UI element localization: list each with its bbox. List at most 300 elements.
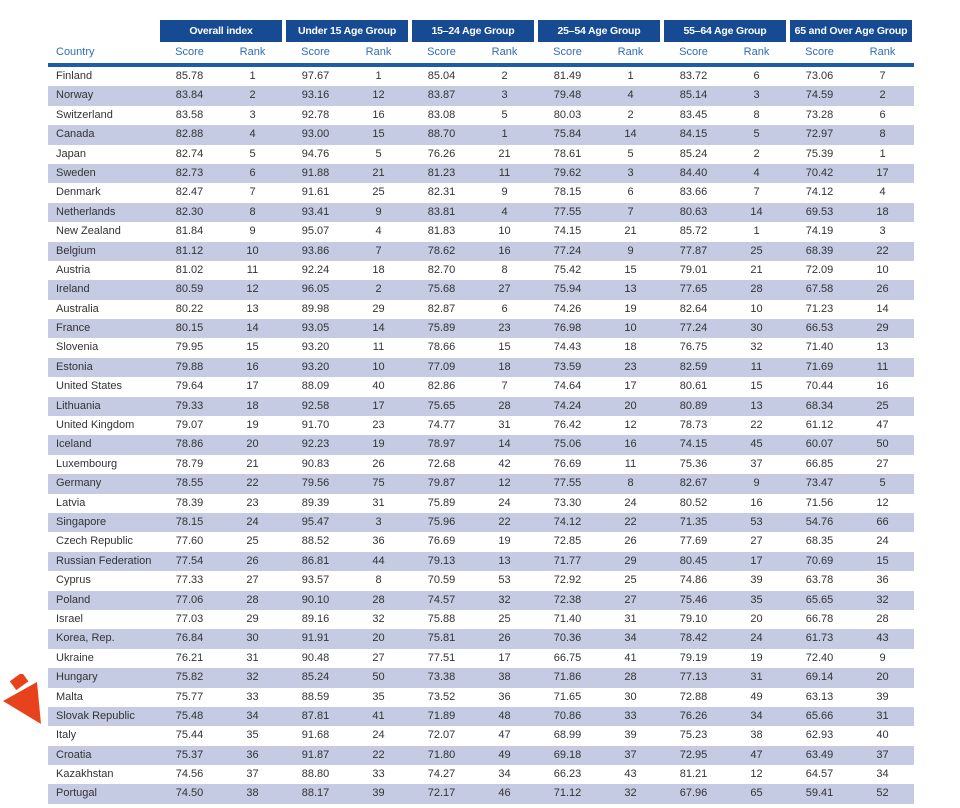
score-cell: 54.76 (805, 515, 834, 528)
score-cell: 80.15 (175, 322, 204, 335)
country-cell: Russian Federation (56, 554, 152, 567)
score-cell: 81.49 (553, 70, 582, 82)
rank-cell: 24 (372, 729, 385, 742)
score-cell: 74.15 (553, 225, 582, 238)
score-cell: 68.35 (805, 535, 834, 548)
rank-cell: 36 (246, 748, 259, 761)
table-row (48, 338, 914, 357)
rank-cell: 11 (372, 341, 385, 354)
rank-cell: 8 (753, 108, 760, 121)
rank-cell: 14 (498, 438, 511, 451)
rank-cell: 18 (498, 360, 511, 373)
score-cell: 76.42 (553, 419, 582, 432)
table-row (48, 242, 914, 261)
score-cell: 70.36 (553, 632, 582, 645)
rank-cell: 20 (246, 438, 259, 451)
score-cell: 74.19 (805, 225, 834, 238)
score-cell: 77.33 (175, 574, 204, 587)
rank-cell: 25 (498, 612, 511, 625)
score-cell: 80.03 (553, 108, 582, 121)
score-cell: 70.42 (805, 166, 834, 179)
rank-cell: 29 (624, 554, 637, 567)
rank-cell: 2 (879, 89, 886, 102)
country-cell: Korea, Rep. (56, 632, 115, 645)
rank-cell: 3 (375, 515, 382, 528)
rank-cell: 27 (876, 457, 889, 470)
rank-cell: 17 (876, 166, 889, 179)
rank-cell: 39 (876, 690, 889, 703)
rank-cell: 34 (498, 768, 511, 781)
score-cell: 82.67 (679, 477, 708, 490)
score-cell: 74.50 (175, 787, 204, 800)
score-cell: 78.39 (175, 496, 204, 509)
rank-cell: 17 (624, 380, 637, 393)
score-column-header: Score (679, 46, 708, 58)
score-cell: 74.24 (553, 399, 582, 412)
rank-cell: 19 (624, 302, 637, 315)
rank-cell: 6 (753, 70, 760, 82)
rank-cell: 41 (624, 651, 637, 664)
score-cell: 75.81 (427, 632, 456, 645)
rank-cell: 7 (501, 380, 508, 393)
score-cell: 75.65 (427, 399, 456, 412)
rank-cell: 11 (246, 263, 259, 276)
score-cell: 74.15 (679, 438, 708, 451)
score-cell: 75.23 (679, 729, 708, 742)
rank-column-header: Rank (617, 46, 644, 58)
score-column-header: Score (301, 46, 330, 58)
rank-cell: 15 (498, 341, 511, 354)
score-cell: 92.24 (301, 263, 330, 276)
score-cell: 79.56 (301, 477, 330, 490)
score-cell: 75.82 (175, 671, 204, 684)
score-cell: 80.52 (679, 496, 708, 509)
rank-cell: 11 (624, 457, 637, 470)
score-cell: 78.55 (175, 477, 204, 490)
score-cell: 88.59 (301, 690, 330, 703)
score-cell: 71.77 (553, 554, 582, 567)
rank-cell: 47 (876, 419, 889, 432)
rank-cell: 45 (750, 438, 763, 451)
table-row (48, 455, 914, 474)
rank-cell: 2 (375, 283, 382, 296)
score-cell: 77.51 (427, 651, 456, 664)
rank-cell: 37 (750, 457, 763, 470)
country-cell: Czech Republic (56, 535, 134, 548)
rank-cell: 28 (750, 283, 763, 296)
rank-column-header: Rank (743, 46, 770, 58)
score-cell: 92.78 (301, 108, 330, 121)
rank-cell: 47 (498, 729, 511, 742)
rank-cell: 11 (876, 360, 889, 373)
score-cell: 77.55 (553, 477, 582, 490)
score-cell: 74.43 (553, 341, 582, 354)
country-cell: Australia (56, 302, 99, 315)
table-row (48, 86, 914, 105)
rank-cell: 8 (375, 574, 382, 587)
country-cell: Austria (56, 263, 91, 276)
rank-cell: 21 (624, 225, 637, 238)
score-cell: 79.87 (427, 477, 456, 490)
score-cell: 69.14 (805, 671, 834, 684)
rank-cell: 15 (624, 263, 637, 276)
group-header: 55–64 Age Group (664, 20, 786, 42)
rank-cell: 5 (627, 147, 634, 160)
rank-cell: 10 (876, 263, 889, 276)
score-cell: 77.87 (679, 244, 708, 257)
score-cell: 74.86 (679, 574, 708, 587)
score-cell: 75.96 (427, 515, 456, 528)
rank-cell: 14 (876, 302, 889, 315)
rank-column-header: Rank (869, 46, 896, 58)
score-cell: 66.53 (805, 322, 834, 335)
score-cell: 77.06 (175, 593, 204, 606)
rank-cell: 65 (750, 787, 763, 800)
rank-cell: 14 (624, 128, 637, 141)
rank-column-header: Rank (491, 46, 518, 58)
score-cell: 75.42 (553, 263, 582, 276)
score-cell: 84.15 (679, 128, 708, 141)
rank-cell: 32 (624, 787, 637, 800)
score-cell: 93.20 (301, 360, 330, 373)
rank-cell: 10 (372, 360, 385, 373)
score-cell: 71.89 (427, 709, 456, 722)
rank-cell: 21 (498, 147, 511, 160)
rank-cell: 31 (876, 709, 889, 722)
rank-cell: 8 (249, 205, 256, 218)
score-cell: 66.78 (805, 612, 834, 625)
score-cell: 88.09 (301, 380, 330, 393)
rank-cell: 4 (627, 89, 634, 102)
score-cell: 81.23 (427, 166, 456, 179)
group-header: Under 15 Age Group (286, 20, 408, 42)
score-cell: 92.23 (301, 438, 330, 451)
rank-cell: 27 (372, 651, 385, 664)
rank-cell: 42 (498, 457, 511, 470)
score-cell: 75.44 (175, 729, 204, 742)
score-cell: 78.42 (679, 632, 708, 645)
rank-cell: 21 (372, 166, 385, 179)
score-cell: 60.07 (805, 438, 834, 451)
rank-cell: 22 (876, 244, 889, 257)
score-cell: 81.84 (175, 225, 204, 238)
rank-cell: 11 (750, 360, 763, 373)
table-body (48, 67, 914, 804)
rank-cell: 34 (246, 709, 259, 722)
rank-cell: 10 (246, 244, 259, 257)
rank-column-header: Rank (365, 46, 392, 58)
score-cell: 75.88 (427, 612, 456, 625)
score-cell: 82.73 (175, 166, 204, 179)
score-cell: 79.13 (427, 554, 456, 567)
table-row (48, 668, 914, 687)
rank-cell: 27 (750, 535, 763, 548)
score-cell: 91.87 (301, 748, 330, 761)
score-cell: 68.99 (553, 729, 582, 742)
score-column-header: Score (553, 46, 582, 58)
rank-cell: 44 (372, 554, 385, 567)
score-cell: 81.12 (175, 244, 204, 257)
score-cell: 70.59 (427, 574, 456, 587)
score-cell: 91.88 (301, 166, 330, 179)
score-cell: 79.95 (175, 341, 204, 354)
rank-cell: 3 (501, 89, 508, 102)
rank-cell: 33 (246, 690, 259, 703)
country-age-index-table (48, 20, 914, 804)
rank-cell: 3 (627, 166, 634, 179)
score-cell: 78.15 (175, 515, 204, 528)
rank-cell: 24 (750, 632, 763, 645)
rank-cell: 31 (750, 671, 763, 684)
rank-cell: 12 (372, 89, 385, 102)
score-cell: 75.36 (679, 457, 708, 470)
country-cell: Italy (56, 729, 77, 742)
rank-cell: 36 (372, 535, 385, 548)
table-row (48, 106, 914, 125)
score-cell: 84.40 (679, 166, 708, 179)
rank-cell: 53 (750, 515, 763, 528)
score-cell: 76.69 (553, 457, 582, 470)
rank-cell: 18 (372, 263, 385, 276)
country-cell: Japan (56, 147, 86, 160)
table-row (48, 145, 914, 164)
country-cell: Ukraine (56, 651, 94, 664)
score-cell: 85.24 (301, 671, 330, 684)
rank-cell: 37 (246, 768, 259, 781)
rank-cell: 18 (876, 205, 889, 218)
score-cell: 82.87 (427, 302, 456, 315)
score-cell: 93.00 (301, 128, 330, 141)
rank-cell: 4 (249, 128, 256, 141)
score-cell: 71.80 (427, 748, 456, 761)
rank-cell: 16 (246, 360, 259, 373)
score-cell: 82.88 (175, 128, 204, 141)
score-cell: 78.62 (427, 244, 456, 257)
rank-cell: 5 (375, 147, 382, 160)
score-cell: 71.12 (553, 787, 582, 800)
score-cell: 76.21 (175, 651, 204, 664)
rank-cell: 8 (627, 477, 634, 490)
score-cell: 85.04 (427, 70, 456, 82)
score-cell: 77.69 (679, 535, 708, 548)
rank-cell: 31 (498, 419, 511, 432)
score-cell: 74.57 (427, 593, 456, 606)
score-cell: 73.30 (553, 496, 582, 509)
table-row (48, 513, 914, 532)
country-cell: Slovenia (56, 341, 99, 354)
rank-cell: 14 (372, 322, 385, 335)
rank-cell: 1 (627, 70, 634, 82)
score-cell: 75.46 (679, 593, 708, 606)
rank-cell: 28 (372, 593, 385, 606)
rank-cell: 16 (750, 496, 763, 509)
score-cell: 75.77 (175, 690, 204, 703)
score-cell: 67.58 (805, 283, 834, 296)
score-cell: 93.57 (301, 574, 330, 587)
score-cell: 82.30 (175, 205, 204, 218)
rank-cell: 3 (249, 108, 256, 121)
rank-cell: 38 (750, 729, 763, 742)
rank-cell: 22 (498, 515, 511, 528)
rank-cell: 26 (624, 535, 637, 548)
country-cell: Latvia (56, 496, 86, 509)
score-cell: 63.49 (805, 748, 834, 761)
rank-cell: 1 (375, 70, 382, 82)
rank-cell: 5 (501, 108, 508, 121)
rank-cell: 23 (498, 322, 511, 335)
table-row (48, 688, 914, 707)
score-cell: 75.89 (427, 322, 456, 335)
table-row (48, 552, 914, 571)
rank-cell: 15 (750, 380, 763, 393)
rank-cell: 35 (750, 593, 763, 606)
score-cell: 80.45 (679, 554, 708, 567)
score-cell: 92.58 (301, 399, 330, 412)
score-cell: 96.05 (301, 283, 330, 296)
rank-cell: 5 (249, 147, 256, 160)
score-cell: 77.54 (175, 554, 204, 567)
score-cell: 77.24 (679, 322, 708, 335)
country-cell: Israel (56, 612, 83, 625)
score-cell: 71.69 (805, 360, 834, 373)
score-cell: 88.17 (301, 787, 330, 800)
rank-cell: 24 (624, 496, 637, 509)
score-cell: 77.03 (175, 612, 204, 625)
score-cell: 80.22 (175, 302, 204, 315)
rank-cell: 24 (876, 535, 889, 548)
table-row (48, 300, 914, 319)
rank-cell: 8 (501, 263, 508, 276)
table-row (48, 629, 914, 648)
rank-cell: 16 (624, 438, 637, 451)
score-cell: 82.59 (679, 360, 708, 373)
table-row (48, 183, 914, 202)
rank-cell: 20 (372, 632, 385, 645)
rank-cell: 11 (498, 166, 511, 179)
rank-cell: 4 (501, 205, 508, 218)
score-cell: 73.47 (805, 477, 834, 490)
rank-cell: 27 (624, 593, 637, 606)
rank-cell: 15 (372, 128, 385, 141)
rank-cell: 37 (876, 748, 889, 761)
table-row (48, 377, 914, 396)
rank-cell: 38 (246, 787, 259, 800)
rank-cell: 30 (246, 632, 259, 645)
rank-cell: 30 (624, 690, 637, 703)
table-row (48, 649, 914, 668)
table-row (48, 474, 914, 493)
rank-cell: 32 (372, 612, 385, 625)
table-row (48, 358, 914, 377)
score-cell: 83.58 (175, 108, 204, 121)
table-row (48, 222, 914, 241)
score-cell: 89.39 (301, 496, 330, 509)
table-row (48, 765, 914, 784)
score-cell: 71.40 (805, 341, 834, 354)
score-cell: 73.38 (427, 671, 456, 684)
score-cell: 70.86 (553, 709, 582, 722)
rank-cell: 34 (750, 709, 763, 722)
score-cell: 75.48 (175, 709, 204, 722)
rank-cell: 15 (876, 554, 889, 567)
score-cell: 76.26 (679, 709, 708, 722)
score-cell: 75.39 (805, 147, 834, 160)
table-row (48, 591, 914, 610)
rank-cell: 9 (627, 244, 634, 257)
rank-cell: 31 (372, 496, 385, 509)
rank-cell: 14 (246, 322, 259, 335)
rank-cell: 36 (498, 690, 511, 703)
score-cell: 69.18 (553, 748, 582, 761)
country-cell: Poland (56, 593, 91, 606)
rank-cell: 12 (624, 419, 637, 432)
score-cell: 93.41 (301, 205, 330, 218)
rank-cell: 7 (879, 70, 886, 82)
score-cell: 80.63 (679, 205, 708, 218)
score-column-header: Score (427, 46, 456, 58)
rank-cell: 23 (372, 419, 385, 432)
score-cell: 62.93 (805, 729, 834, 742)
score-cell: 82.86 (427, 380, 456, 393)
score-cell: 74.59 (805, 89, 834, 102)
score-cell: 93.16 (301, 89, 330, 102)
red-pointer-arrow-icon (1, 674, 45, 728)
score-cell: 80.61 (679, 380, 708, 393)
table-row (48, 532, 914, 551)
score-cell: 88.52 (301, 535, 330, 548)
rank-cell: 7 (627, 205, 634, 218)
rank-cell: 21 (246, 457, 259, 470)
rank-cell: 30 (750, 322, 763, 335)
rank-cell: 49 (750, 690, 763, 703)
table-row (48, 494, 914, 513)
score-cell: 90.10 (301, 593, 330, 606)
rank-cell: 35 (246, 729, 259, 742)
rank-cell: 8 (879, 128, 886, 141)
rank-cell: 22 (750, 419, 763, 432)
rank-cell: 39 (372, 787, 385, 800)
rank-cell: 24 (246, 515, 259, 528)
score-cell: 91.61 (301, 186, 330, 199)
rank-cell: 19 (498, 535, 511, 548)
rank-cell: 28 (624, 671, 637, 684)
rank-cell: 9 (753, 477, 760, 490)
rank-cell: 26 (372, 457, 385, 470)
group-header: 15–24 Age Group (412, 20, 534, 42)
score-cell: 79.88 (175, 360, 204, 373)
rank-cell: 13 (876, 341, 889, 354)
rank-cell: 25 (876, 399, 889, 412)
rank-cell: 28 (246, 593, 259, 606)
score-cell: 79.07 (175, 419, 204, 432)
rank-cell: 46 (498, 787, 511, 800)
rank-cell: 34 (876, 768, 889, 781)
rank-cell: 24 (498, 496, 511, 509)
score-cell: 74.12 (805, 186, 834, 199)
rank-cell: 20 (750, 612, 763, 625)
country-cell: Malta (56, 690, 83, 703)
rank-cell: 10 (624, 322, 637, 335)
rank-cell: 13 (498, 554, 511, 567)
table-row (48, 784, 914, 803)
rank-cell: 25 (750, 244, 763, 257)
score-cell: 82.64 (679, 302, 708, 315)
rank-cell: 40 (876, 729, 889, 742)
score-cell: 72.95 (679, 748, 708, 761)
country-column-header: Country (56, 46, 95, 58)
score-cell: 72.85 (553, 535, 582, 548)
country-cell: Switzerland (56, 108, 113, 121)
